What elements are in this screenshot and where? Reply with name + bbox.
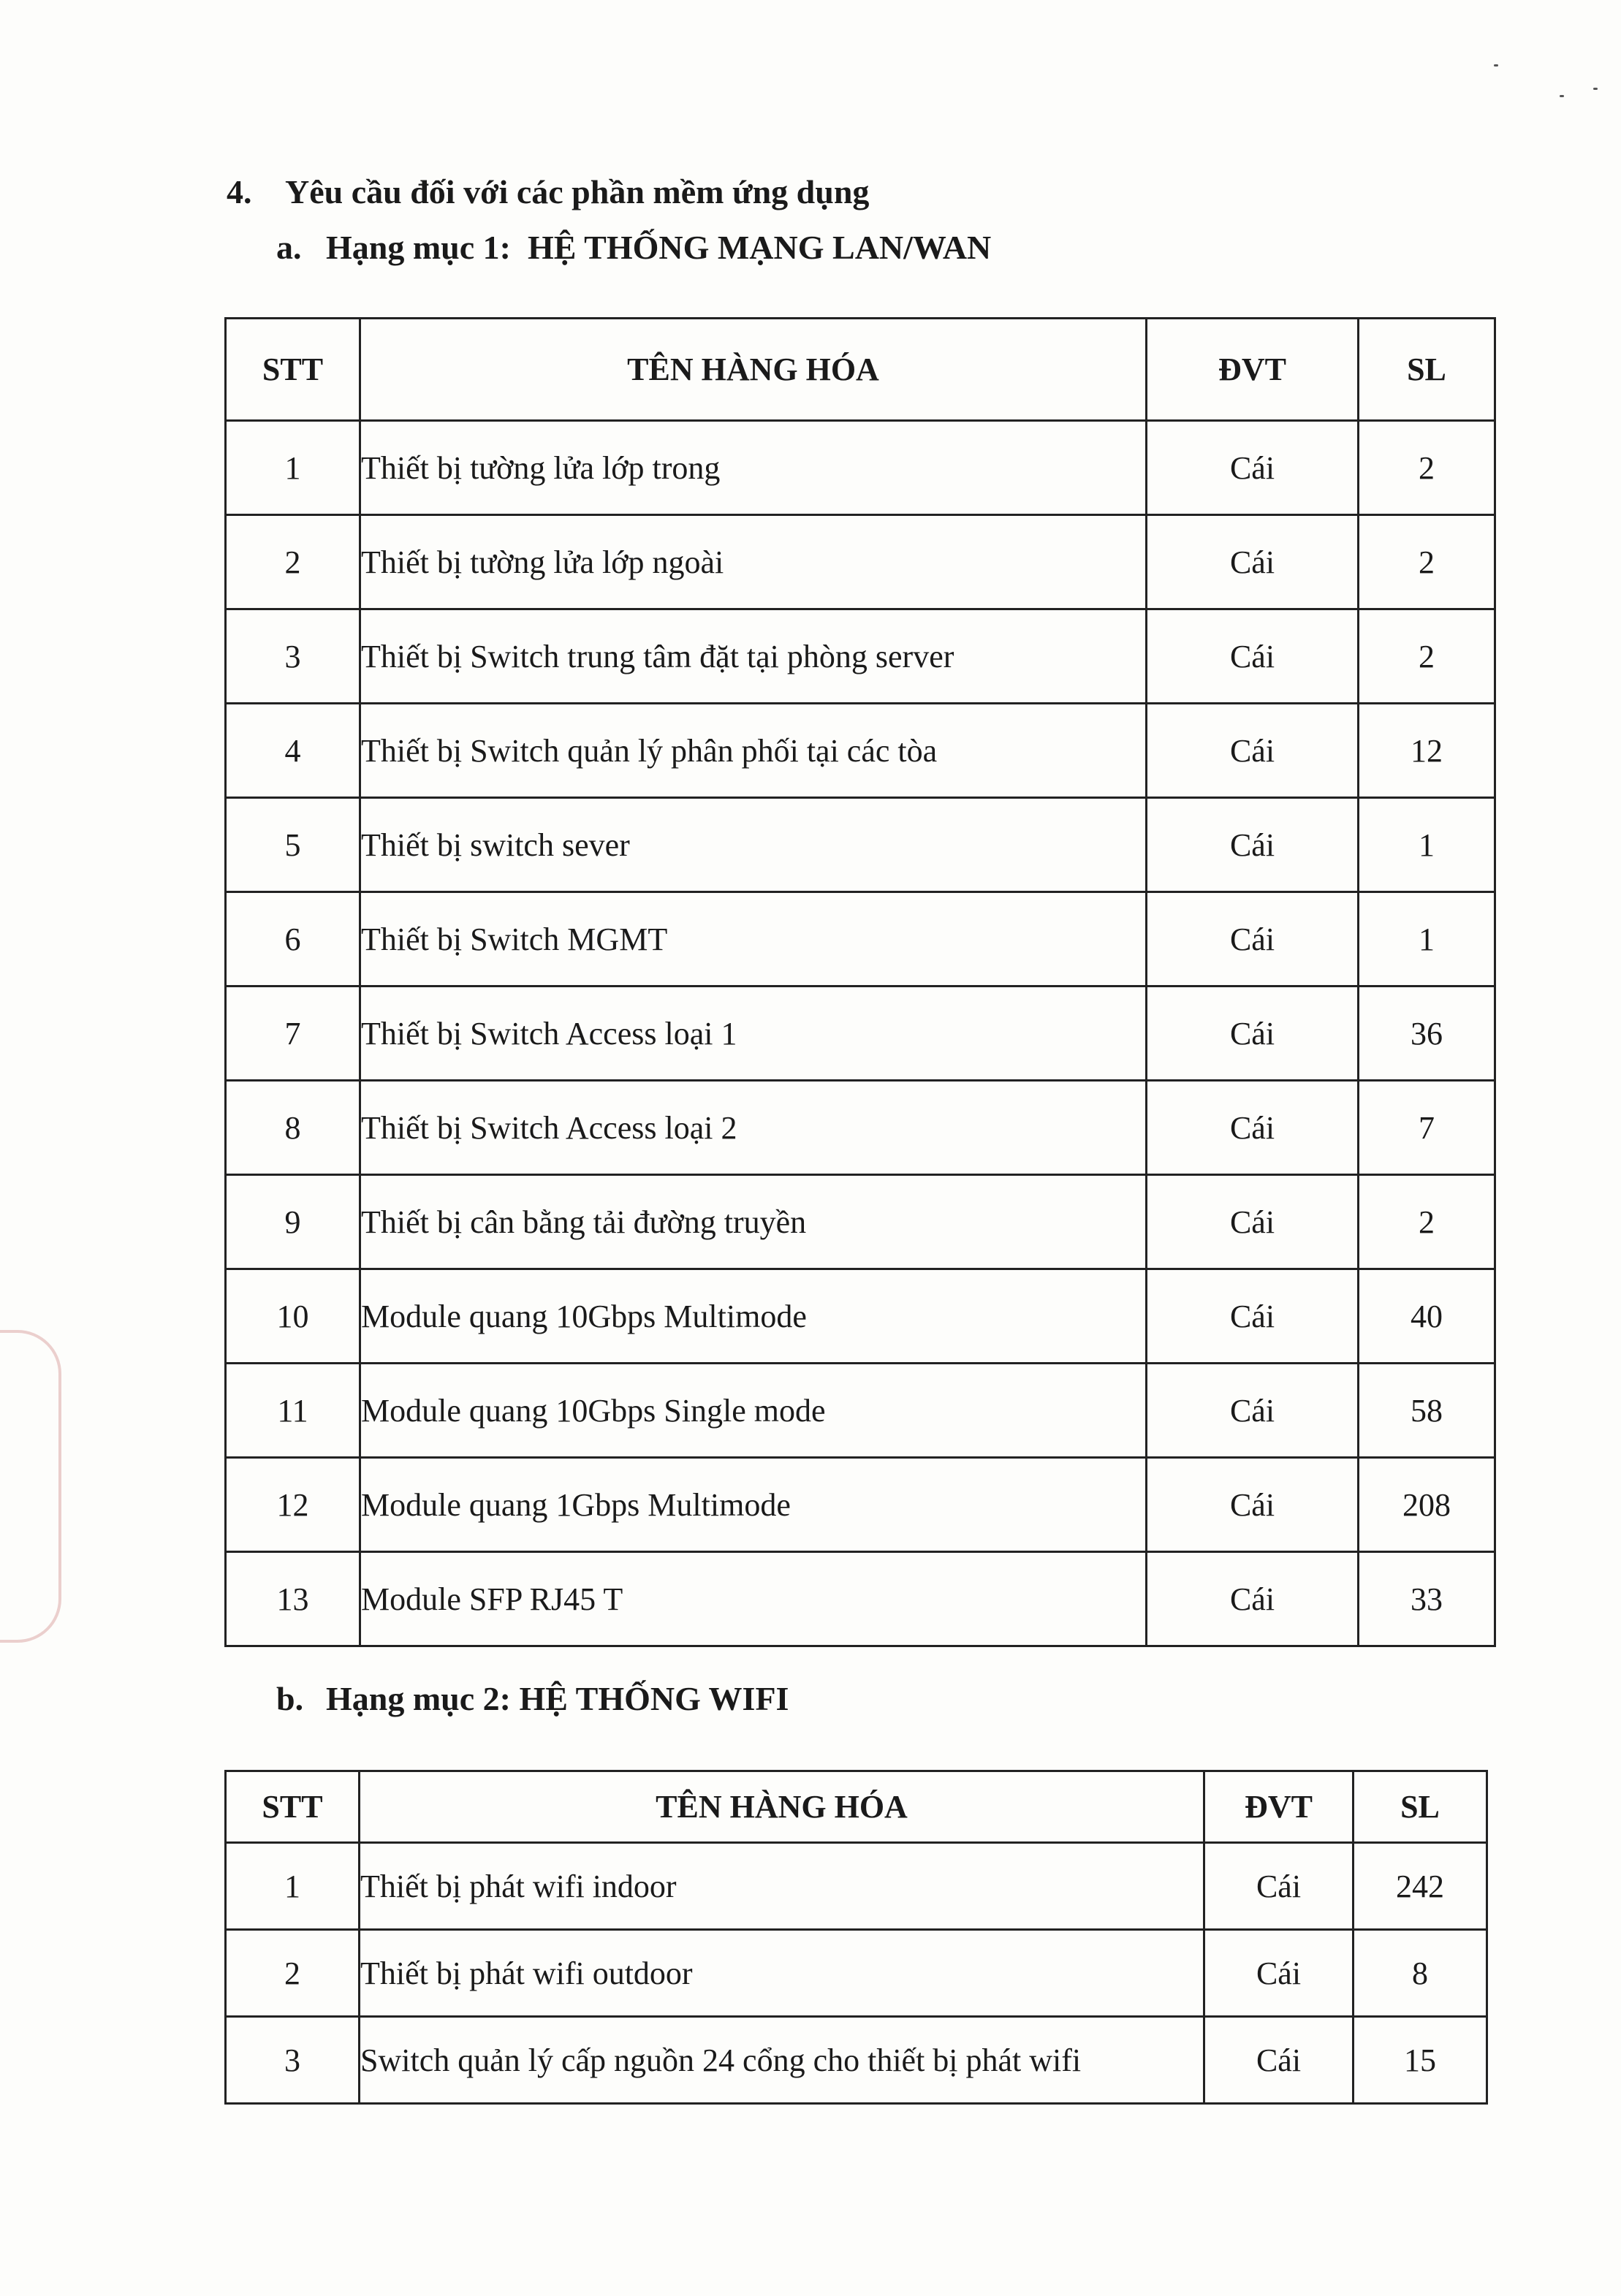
cell-unit: Cái [1204, 1930, 1354, 2017]
table-row [226, 798, 1495, 892]
cell-name: Module quang 10Gbps Single mode [360, 1364, 1147, 1458]
header-stt: STT [226, 319, 360, 421]
cell-unit: Cái [1147, 609, 1359, 704]
cell-qty: 2 [1359, 515, 1495, 609]
cell-name: Thiết bị Switch trung tâm đặt tại phòng server [360, 609, 1147, 704]
cell-stt: 10 [226, 1269, 360, 1364]
table-row [226, 1552, 1495, 1646]
cell-unit: Cái [1147, 1364, 1359, 1458]
section-title: Yêu cầu đối với các phần mềm ứng dụng [285, 173, 870, 210]
cell-qty: 1 [1359, 892, 1495, 987]
cell-qty: 58 [1359, 1364, 1495, 1458]
header-stt: STT [226, 1771, 360, 1843]
category-b-letter: b. [276, 1680, 304, 1717]
category-b-table [224, 1770, 1488, 2105]
cell-name: Module quang 1Gbps Multimode [360, 1458, 1147, 1552]
cell-unit: Cái [1147, 1269, 1359, 1364]
header-unit: ĐVT [1147, 319, 1359, 421]
header-name: TÊN HÀNG HÓA [360, 1771, 1204, 1843]
stamp-mark [0, 1330, 61, 1643]
cell-stt: 8 [226, 1081, 360, 1175]
cell-name: Module quang 10Gbps Multimode [360, 1269, 1147, 1364]
header-qty: SL [1354, 1771, 1487, 1843]
cell-stt: 9 [226, 1175, 360, 1269]
cell-stt: 1 [226, 1843, 360, 1930]
cell-unit: Cái [1204, 2017, 1354, 2104]
cell-name: Thiết bị phát wifi outdoor [360, 1930, 1204, 2017]
cell-unit: Cái [1147, 987, 1359, 1081]
cell-stt: 2 [226, 1930, 360, 2017]
cell-stt: 13 [226, 1552, 360, 1646]
scan-speck [1494, 64, 1498, 66]
scan-speck [1560, 95, 1564, 97]
cell-qty: 208 [1359, 1458, 1495, 1552]
cell-name: Thiết bị tường lửa lớp trong [360, 421, 1147, 515]
header-name: TÊN HÀNG HÓA [360, 319, 1147, 421]
cell-stt: 3 [226, 609, 360, 704]
cell-unit: Cái [1147, 1175, 1359, 1269]
cell-unit: Cái [1147, 1552, 1359, 1646]
table-row [226, 1458, 1495, 1552]
category-b-heading [276, 1682, 789, 1716]
scan-speck [1593, 88, 1598, 90]
cell-unit: Cái [1147, 892, 1359, 987]
cell-qty: 40 [1359, 1269, 1495, 1364]
cell-stt: 11 [226, 1364, 360, 1458]
cell-qty: 2 [1359, 421, 1495, 515]
header-unit: ĐVT [1204, 1771, 1354, 1843]
cell-qty: 2 [1359, 609, 1495, 704]
cell-name: Thiết bị Switch MGMT [360, 892, 1147, 987]
cell-stt: 7 [226, 987, 360, 1081]
cell-stt: 5 [226, 798, 360, 892]
table-row [226, 515, 1495, 609]
cell-stt: 3 [226, 2017, 360, 2104]
table-row [226, 1175, 1495, 1269]
table-row [226, 1843, 1487, 1930]
cell-stt: 2 [226, 515, 360, 609]
category-a-table [224, 317, 1496, 1647]
cell-qty: 2 [1359, 1175, 1495, 1269]
table-row [226, 421, 1495, 515]
cell-qty: 242 [1354, 1843, 1487, 1930]
cell-stt: 12 [226, 1458, 360, 1552]
table-row [226, 1364, 1495, 1458]
cell-qty: 12 [1359, 704, 1495, 798]
cell-unit: Cái [1147, 421, 1359, 515]
cell-qty: 1 [1359, 798, 1495, 892]
cell-unit: Cái [1147, 1458, 1359, 1552]
cell-qty: 36 [1359, 987, 1495, 1081]
cell-unit: Cái [1147, 515, 1359, 609]
cell-name: Thiết bị phát wifi indoor [360, 1843, 1204, 1930]
category-b-title: Hạng mục 2: HỆ THỐNG WIFI [326, 1680, 789, 1717]
section-heading [227, 175, 869, 209]
cell-qty: 33 [1359, 1552, 1495, 1646]
cell-stt: 6 [226, 892, 360, 987]
cell-name: Thiết bị Switch Access loại 1 [360, 987, 1147, 1081]
table-header-row [226, 319, 1495, 421]
table-row [226, 1081, 1495, 1175]
table-row [226, 2017, 1487, 2104]
category-a-heading [276, 231, 991, 265]
cell-name: Thiết bị Switch Access loại 2 [360, 1081, 1147, 1175]
section-number: 4. [227, 173, 252, 210]
table-row [226, 892, 1495, 987]
header-qty: SL [1359, 319, 1495, 421]
cell-stt: 4 [226, 704, 360, 798]
cell-qty: 8 [1354, 1930, 1487, 2017]
cell-unit: Cái [1147, 1081, 1359, 1175]
table-row [226, 987, 1495, 1081]
cell-name: Thiết bị tường lửa lớp ngoài [360, 515, 1147, 609]
table-row [226, 1269, 1495, 1364]
table-row [226, 1930, 1487, 2017]
category-a-title: Hạng mục 1: HỆ THỐNG MẠNG LAN/WAN [326, 229, 992, 266]
cell-name: Switch quản lý cấp nguồn 24 cổng cho thiết bị phát wifi [360, 2017, 1204, 2104]
cell-qty: 15 [1354, 2017, 1487, 2104]
cell-unit: Cái [1204, 1843, 1354, 1930]
cell-name: Thiết bị switch sever [360, 798, 1147, 892]
category-a-letter: a. [276, 229, 302, 266]
cell-name: Thiết bị cân bằng tải đường truyền [360, 1175, 1147, 1269]
table-header-row [226, 1771, 1487, 1843]
table-row [226, 609, 1495, 704]
cell-name: Module SFP RJ45 T [360, 1552, 1147, 1646]
table-row [226, 704, 1495, 798]
cell-qty: 7 [1359, 1081, 1495, 1175]
cell-unit: Cái [1147, 704, 1359, 798]
cell-unit: Cái [1147, 798, 1359, 892]
cell-stt: 1 [226, 421, 360, 515]
cell-name: Thiết bị Switch quản lý phân phối tại các tòa [360, 704, 1147, 798]
